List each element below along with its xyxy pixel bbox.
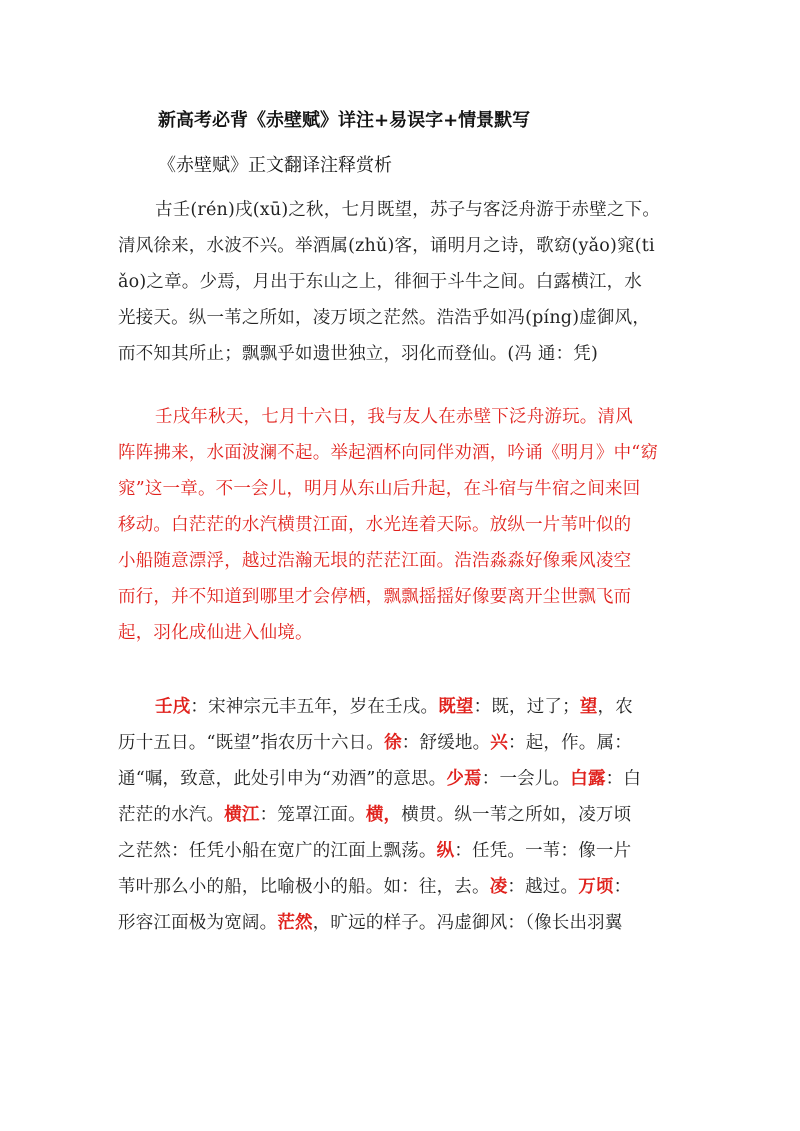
annotation-text-run: ：一会儿。 [481, 769, 571, 789]
translation-text [118, 399, 688, 651]
annotation-line [118, 833, 688, 869]
original-text [118, 192, 688, 372]
keyword-term: 望 [579, 697, 598, 717]
annotation-text-run: ：起，作。属： [508, 733, 632, 753]
translation-line: 移动。白茫茫的水汽横贯江面，水光连着天际。放纵一片苇叶似的 [118, 515, 632, 535]
translation-line: 而行，并不知道到哪里才会停栖，飘飘摇摇好像要离开尘世飘飞而 [118, 587, 632, 607]
original-line: 光接天。纵一苇之所如，凌万顷之茫然。浩浩乎如冯(píng)虚御风， [118, 308, 651, 328]
translation-line: 起，羽化成仙进入仙境。 [118, 623, 313, 643]
annotation-text-run: ：笼罩江面。 [259, 805, 366, 825]
annotation-text [118, 689, 688, 941]
annotation-text-run: 苇叶那么小的船，比喻极小的船。如：往，去。 [118, 877, 490, 897]
keyword-term: 万顷 [578, 877, 614, 897]
original-line: 而不知其所止；飘飘乎如遗世独立，羽化而登仙。(冯 通：凭) [118, 344, 599, 364]
keyword-term: 徐 [384, 733, 402, 753]
annotation-text-run: 横贯。纵一苇之所如，凌万顷 [401, 805, 632, 825]
keyword-term: 凌 [489, 877, 508, 897]
annotation-line [118, 797, 688, 833]
translation-line: 窕”这一章。不一会儿，明月从东山后升起，在斗宿与牛宿之间来回 [118, 479, 641, 499]
annotation-text-run: 之茫然：任凭小船在宽广的江面上飘荡。 [118, 841, 437, 861]
annotation-text-run: ：越过。 [507, 877, 579, 897]
annotation-text-run: 通“嘱，致意，此处引申为“劝酒”的意思。 [118, 769, 447, 789]
section-subtitle: 《赤壁赋》正文翻译注释赏析 [158, 155, 392, 176]
annotation-text-run: ：任凭。一苇：像一片 [454, 841, 632, 861]
annotation-text-run: ：宋神宗元丰五年，岁在壬戌。 [190, 697, 439, 717]
annotation-line [118, 761, 688, 797]
annotation-line [118, 725, 688, 761]
annotation-text-run: ，旷远的样子。冯虚御风：（像长出羽翼 [312, 913, 623, 933]
keyword-term: 既望 [438, 697, 474, 717]
keyword-term: 横江 [224, 805, 260, 825]
keyword-term: 横， [365, 805, 402, 825]
annotation-line [118, 869, 688, 905]
annotation-text-run: ： [613, 877, 632, 897]
original-line: 古壬(rén)戌(xū)之秋，七月既望，苏子与客泛舟游于赤壁之下。 [155, 200, 661, 220]
annotation-text-run: ：既，过了； [473, 697, 580, 717]
original-line: 清风徐来，水波不兴。举酒属(zhǔ)客，诵明月之诗，歌窈(yǎo)窕(ti [118, 236, 655, 256]
keyword-term: 兴 [490, 733, 508, 753]
annotation-text-run: 历十五日。“既望”指农历十六日。 [118, 733, 385, 753]
original-line: ǎo)之章。少焉，月出于东山之上，徘徊于斗牛之间。白露横江，水 [118, 272, 642, 292]
keyword-term: 壬戌 [155, 697, 191, 717]
keyword-term: 茫然 [277, 913, 313, 933]
annotation-text-run: 茫茫的水汽。 [118, 805, 225, 825]
translation-line: 阵阵拂来，水面波澜不起。举起酒杯向同伴劝酒，吟诵《明月》中“窈 [118, 443, 659, 463]
annotation-line [118, 689, 688, 725]
annotation-text-run: ：舒缓地。 [401, 733, 491, 753]
keyword-term: 少焉 [446, 769, 482, 789]
document-title: 新高考必背《赤壁赋》详注+易误字+情景默写 [158, 110, 531, 131]
translation-line: 小船随意漂浮，越过浩瀚无垠的茫茫江面。浩浩淼淼好像乘风凌空 [118, 551, 632, 571]
translation-line: 壬戌年秋天，七月十六日，我与友人在赤壁下泛舟游玩。清风 [155, 407, 633, 427]
annotation-text-run: ：白 [605, 769, 642, 789]
keyword-term: 纵 [436, 841, 455, 861]
keyword-term: 白露 [570, 769, 606, 789]
annotation-text-run: ，农 [597, 697, 633, 717]
annotation-text-run: 形容江面极为宽阔。 [118, 913, 278, 933]
annotation-line [118, 905, 688, 941]
